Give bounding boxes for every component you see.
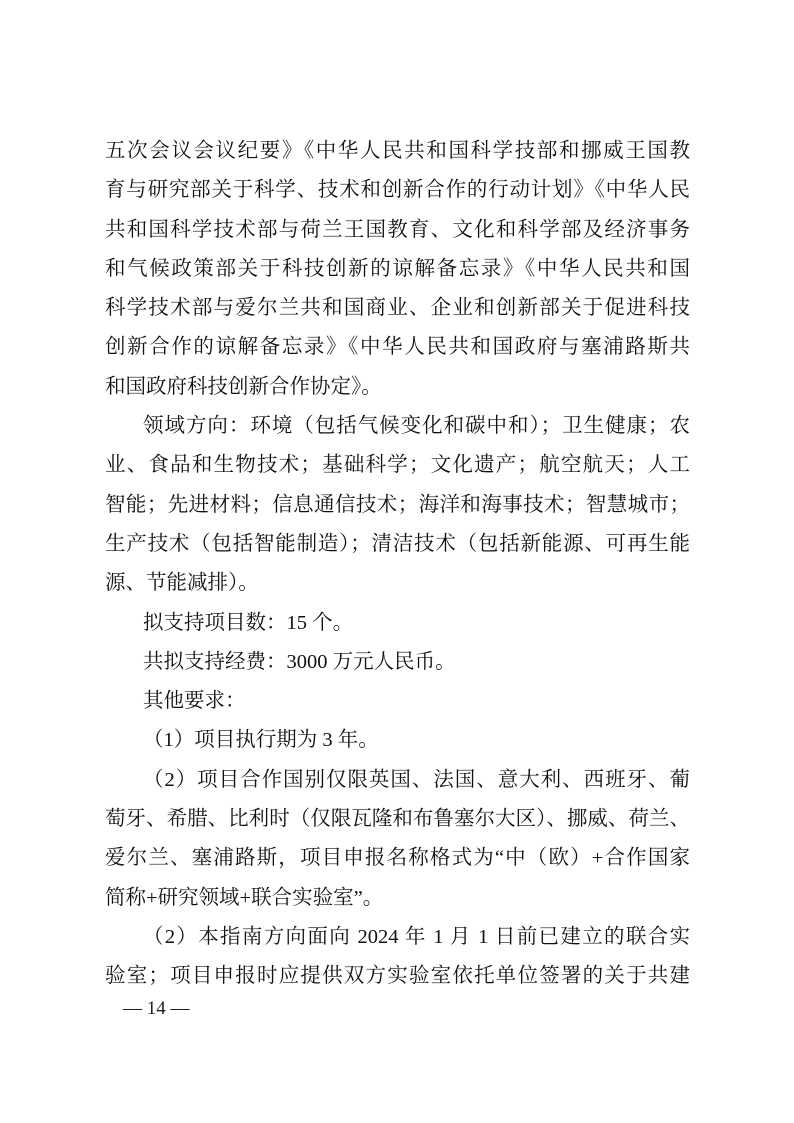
text-line: 简称+研究领域+联合实验室”。 (105, 886, 384, 909)
text-line: 验室；项目申报时应提供双方实验室依托单位签署的关于共建 (105, 965, 690, 988)
text-line: （2）本指南方向面向 2024 年 1 月 1 日前已建立的联合实 (143, 925, 690, 948)
text-line: 科学技术部与爱尔兰共和国商业、企业和创新部关于促进科技 (105, 297, 690, 320)
text-line: 智能；先进材料；信息通信技术；海洋和海事技术；智慧城市； (105, 493, 690, 516)
text-line: 领域方向：环境（包括气候变化和碳中和）；卫生健康；农 (143, 415, 690, 438)
text-line: 创新合作的谅解备忘录》《中华人民共和国政府与塞浦路斯共 (105, 336, 690, 359)
text-line: 共拟支持经费：3000 万元人民币。 (143, 650, 456, 673)
text-line: 拟支持项目数：15 个。 (143, 611, 354, 634)
text-line: 源、节能减排）。 (105, 572, 259, 595)
text-line: 育与研究部关于科学、技术和创新合作的行动计划》《中华人民 (105, 179, 690, 202)
text-line: 五次会议会议纪要》《中华人民共和国科学技部和挪威王国教 (105, 140, 690, 162)
body-text (105, 132, 690, 997)
text-line: 共和国科学技术部与荷兰王国教育、文化和科学部及经济事务 (105, 218, 690, 241)
text-line: 业、食品和生物技术；基础科学；文化遗产；航空航天；人工 (105, 454, 690, 477)
text-line: 和气候政策部关于科技创新的谅解备忘录》《中华人民共和国 (105, 257, 690, 280)
text-line: （2）项目合作国别仅限英国、法国、意大利、西班牙、葡 (143, 768, 690, 791)
text-line: 爱尔兰、塞浦路斯，项目申报名称格式为“中（欧）+合作国家 (105, 847, 690, 870)
text-line: 和国政府科技创新合作协定》。 (105, 375, 382, 398)
text-line: 萄牙、希腊、比利时（仅限瓦隆和布鲁塞尔大区）、挪威、荷兰、 (105, 808, 690, 831)
text-line: （1）项目执行期为 3 年。 (143, 729, 379, 752)
text-line: 生产技术（包括智能制造）；清洁技术（包括新能源、可再生能 (105, 532, 690, 555)
page-number: — 14 — (123, 998, 190, 1019)
text-line: 其他要求： (143, 690, 246, 713)
